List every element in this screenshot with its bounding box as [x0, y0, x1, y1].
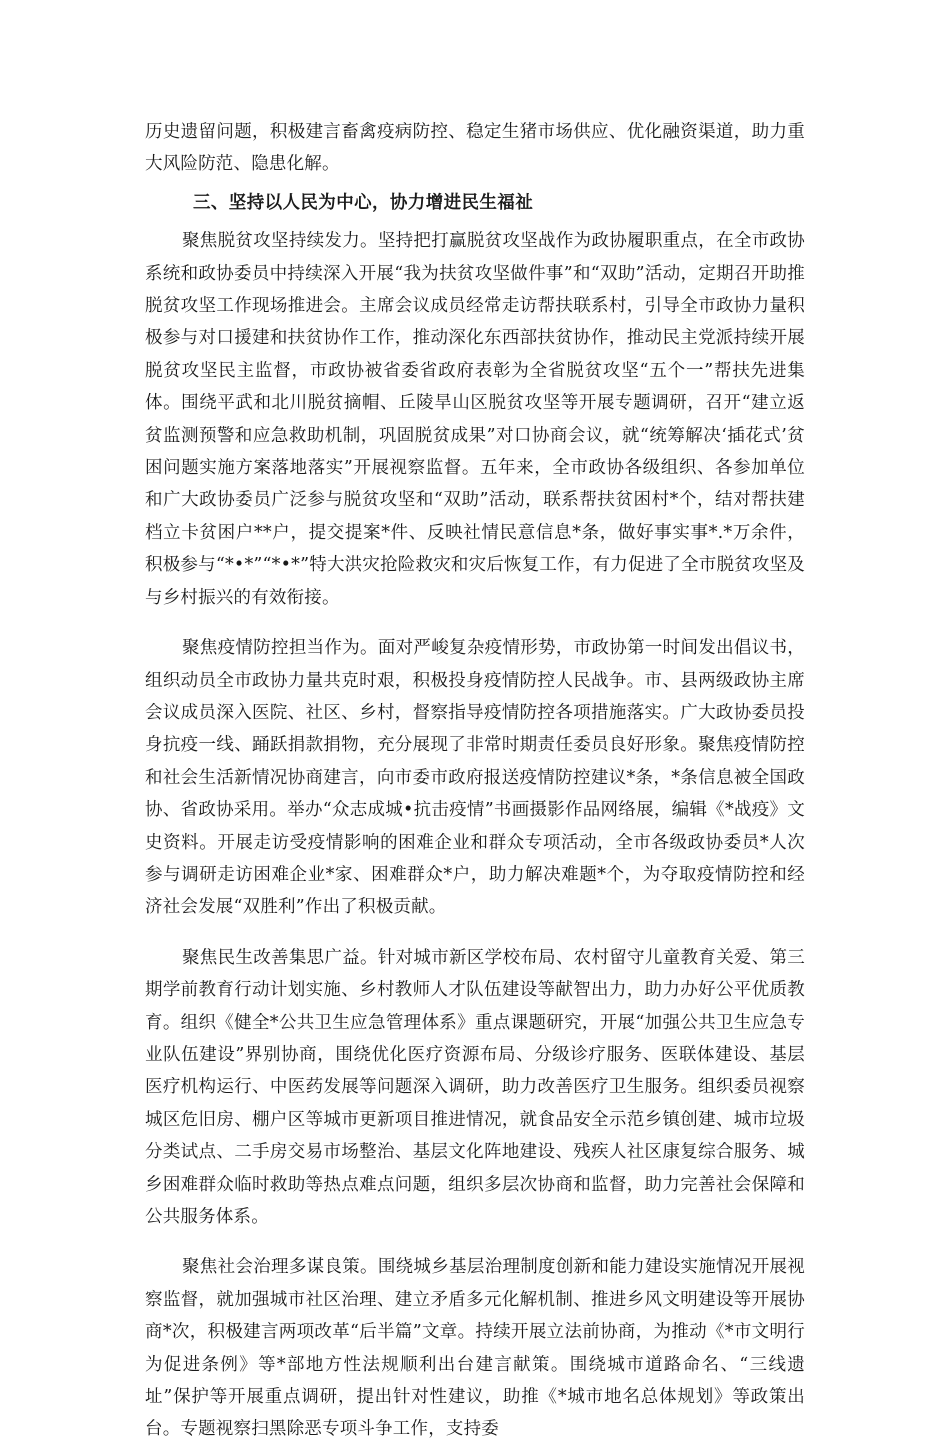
paragraph-social-governance: 聚焦社会治理多谋良策。围绕城乡基层治理制度创新和能力建设实施情况开展视察监督，就加强城市社区治理、建立矛盾多元化解机制、推进乡风文明建设等开展协商*次，积极建言两项改革“后半篇”文章。持续开展立法前协商，为推动《*市文明行为促进条例》等*部地方性法规顺利出台建言献策。围绕城市道路命名、“三线遗址”保护等开展重点调研，提出针对性建议，助推《*城市地名总体规划》等政策出台。专题视察扫黑除恶专项斗争工作，支持委 [145, 1257, 805, 1440]
section-heading: 三、坚持以人民为中心，协力增进民生福祉 [193, 192, 534, 213]
paragraph-continuation: 历史遗留问题，积极建言畜禽疫病防控、稳定生猪市场供应、优化融资渠道，助力重大风险防范、隐患化解。 [145, 122, 805, 175]
paragraph-livelihood: 聚焦民生改善集思广益。针对城市新区学校布局、农村留守儿童教育关爱、第三期学前教育行动计划实施、乡村教师人才队伍建设等献智出力，助力办好公平优质教育。组织《健全*公共卫生应急管理体系》重点课题研究，开展“加强公共卫生应急专业队伍建设”界别协商，围绕优化医疗资源布局、分级诊疗服务、医联体建设、基层医疗机构运行、中医药发展等问题深入调研，助力改善医疗卫生服务。组织委员视察城区危旧房、棚户区等城市更新项目推进情况，就食品安全示范乡镇创建、城市垃圾分类试点、二手房交易市场整治、基层文化阵地建设、残疾人社区康复综合服务、城乡困难群众临时救助等热点难点问题，组织多层次协商和监督，助力完善社会保障和公共服务体系。 [145, 947, 805, 1227]
document-page [145, 116, 805, 1446]
paragraph-epidemic-control: 聚焦疫情防控担当作为。面对严峻复杂疫情形势，市政协第一时间发出倡议书，组织动员全市政协力量共克时艰，积极投身疫情防控人民战争。市、县两级政协主席会议成员深入医院、社区、乡村，督察指导疫情防控各项措施落实。广大政协委员投身抗疫一线、踊跃捐款捐物，充分展现了非常时期责任委员良好形象。聚焦疫情防控和社会生活新情况协商建言，向市委市政府报送疫情防控建议*条，*条信息被全国政协、省政协采用。举办“众志成城•抗击疫情”书画摄影作品网络展，编辑《*战疫》文史资料。开展走访受疫情影响的困难企业和群众专项活动，全市各级政协委员*人次参与调研走访困难企业*家、困难群众*户，助力解决难题*个，为夺取疫情防控和经济社会发展“双胜利”作出了积极贡献。 [145, 638, 805, 918]
paragraph-poverty-alleviation: 聚焦脱贫攻坚持续发力。坚持把打赢脱贫攻坚战作为政协履职重点，在全市政协系统和政协委员中持续深入开展“我为扶贫攻坚做件事”和“双助”活动，定期召开助推脱贫攻坚工作现场推进会。主席会议成员经常走访帮扶联系村，引导全市政协力量积极参与对口援建和扶贫协作工作，推动深化东西部扶贫协作，推动民主党派持续开展脱贫攻坚民主监督，市政协被省委省政府表彰为全省脱贫攻坚“五个一”帮扶先进集体。围绕平武和北川脱贫摘帽、丘陵旱山区脱贫攻坚等开展专题调研，召开“建立返贫监测预警和应急救助机制，巩固脱贫成果”对口协商会议，就“统筹解决‘插花式’贫困问题实施方案落地落实”开展视察监督。五年来，全市政协各级组织、各参加单位和广大政协委员广泛参与脱贫攻坚和“双助”活动，联系帮扶贫困村*个，结对帮扶建档立卡贫困户**户，提交提案*件、反映社情民意信息*条，做好事实事*.*万余件，积极参与“*•*”“*•*”特大洪灾抢险救灾和灾后恢复工作，有力促进了全市脱贫攻坚及与乡村振兴的有效衔接。 [145, 231, 805, 608]
